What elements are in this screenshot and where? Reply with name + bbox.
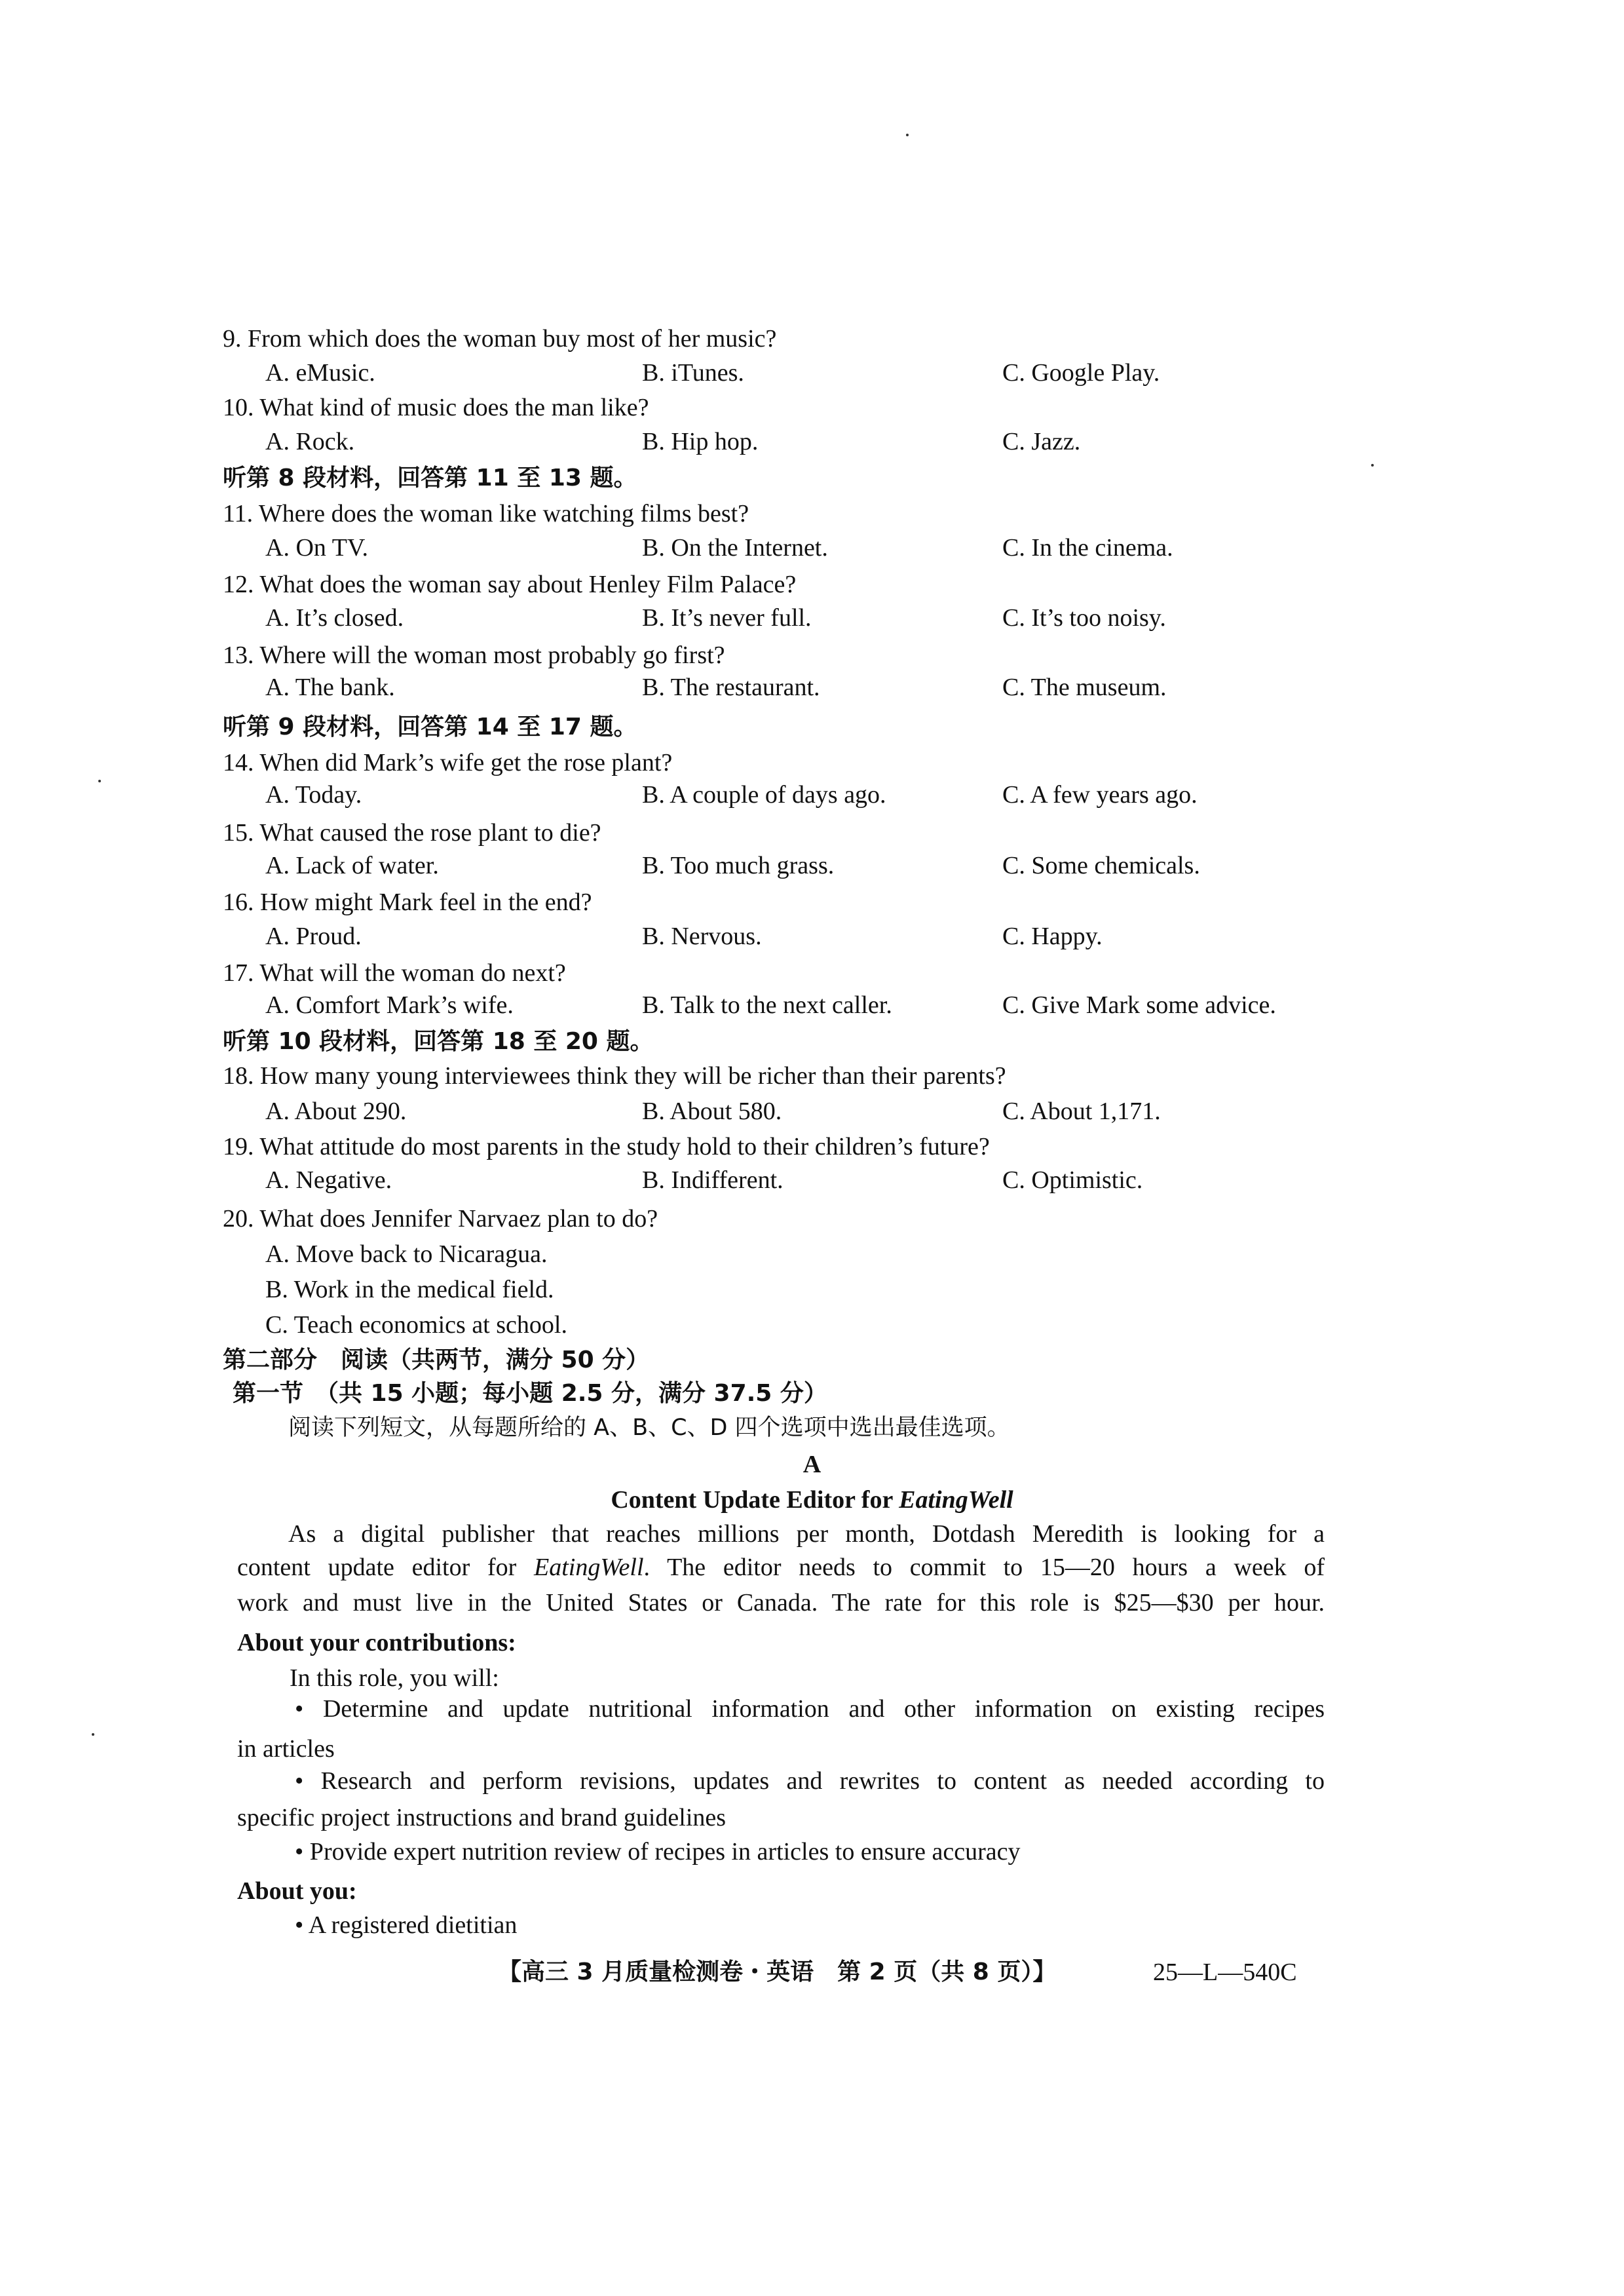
question-18: 18. How many young interviewees think they will be richer than their parents? [223,1062,1006,1090]
bullet-item: • Research and perform revisions, updates and rewrites to content as needed according to [295,1767,1325,1795]
option-c: C. Happy. [1002,923,1103,950]
option-a: A. Negative. [265,1166,392,1194]
option-c: C. About 1,171. [1002,1098,1161,1125]
option-c: C. The museum. [1002,674,1167,701]
bullet-continuation: specific project instructions and brand guidelines [237,1804,727,1831]
paragraph-line [237,1553,1325,1582]
option-b: B. About 580. [642,1098,782,1125]
option-b: B. Nervous. [642,923,762,950]
option-b: B. On the Internet. [642,534,828,562]
section-instruction: 听第 9 段材料，回答第 14 至 17 题。 [223,714,637,740]
passage-title [0,1485,1624,1514]
option-c: C. Optimistic. [1002,1166,1143,1194]
question-11: 11. Where does the woman like watching films best? [223,500,749,527]
option-a: A. eMusic. [265,359,375,387]
option-a: A. About 290. [265,1098,407,1125]
option-b: B. Hip hop. [642,428,759,455]
section-instruction: 听第 8 段材料，回答第 11 至 13 题。 [223,465,637,491]
option-a: A. Proud. [265,923,362,950]
question-15: 15. What caused the rose plant to die? [223,819,601,847]
title-italic: EatingWell [899,1486,1013,1514]
footer-title: 【高三 3 月质量检测卷・英语 第 2 页（共 8 页）】 [498,1959,1057,1985]
option-c: C. Jazz. [1002,428,1081,455]
scan-speck [1371,464,1374,467]
contributions-heading: About your contributions: [237,1629,516,1656]
option-c: C. A few years ago. [1002,781,1198,809]
option-b: B. Indifferent. [642,1166,784,1194]
question-17: 17. What will the woman do next? [223,959,566,987]
option-c: C. Google Play. [1002,359,1160,387]
passage-letter: A [803,1451,821,1478]
bullet-item: • Determine and update nutritional information and other information on existing recipes [295,1695,1325,1723]
about-you-heading: About you: [237,1877,357,1905]
option-a: A. Lack of water. [265,852,439,879]
option-b: B. The restaurant. [642,674,820,701]
question-12: 12. What does the woman say about Henley Film Palace? [223,571,797,598]
option-c: C. It’s too noisy. [1002,604,1166,632]
question-16: 16. How might Mark feel in the end? [223,889,592,916]
option-b: B. A couple of days ago. [642,781,886,809]
bullet-item: • A registered dietitian [295,1911,518,1939]
bullet-item: • Provide expert nutrition review of recipes in articles to ensure accuracy [295,1838,1021,1866]
question-20: 20. What does Jennifer Narvaez plan to do? [223,1205,658,1233]
option-b: B. Work in the medical field. [265,1276,554,1303]
footer-code: 25—L—540C [1153,1959,1297,1986]
option-a: A. On TV. [265,534,368,562]
option-a: A. It’s closed. [265,604,404,632]
scan-speck [92,1733,94,1736]
option-c: C. Some chemicals. [1002,852,1200,879]
publication-name: EatingWell [534,1554,644,1581]
bullet-continuation: in articles [237,1735,335,1763]
option-b: B. iTunes. [642,359,744,387]
part-heading: 第二部分 阅读（共两节，满分 50 分） [223,1347,650,1373]
option-a: A. Today. [265,781,362,809]
role-intro: In this role, you will: [290,1664,499,1692]
option-c: C. Teach economics at school. [265,1311,567,1339]
option-a: A. The bank. [265,674,395,701]
option-a: A. Move back to Nicaragua. [265,1240,548,1268]
scan-speck [906,134,909,136]
option-a: A. Comfort Mark’s wife. [265,991,514,1019]
option-b: B. Too much grass. [642,852,835,879]
option-b: B. It’s never full. [642,604,812,632]
paragraph-line: work and must live in the United States or Canada. The rate for this role is $25—$30 per hour. [237,1589,1325,1617]
question-10: 10. What kind of music does the man like? [223,394,649,421]
reading-instruction: 阅读下列短文，从每题所给的 A、B、C、D 四个选项中选出最佳选项。 [288,1415,1010,1441]
section-heading: 第一节 （共 15 小题；每小题 2.5 分，满分 37.5 分） [233,1380,827,1407]
scan-speck [98,780,101,782]
option-c: C. In the cinema. [1002,534,1173,562]
paragraph-line: As a digital publisher that reaches millions per month, Dotdash Meredith is looking for a [288,1520,1325,1548]
title-text: Content Update Editor for [611,1486,899,1514]
question-19: 19. What attitude do most parents in the study hold to their children’s future? [223,1133,990,1160]
question-9: 9. From which does the woman buy most of her music? [223,325,777,353]
question-13: 13. Where will the woman most probably go first? [223,641,725,669]
text: content update editor for [237,1554,535,1581]
question-14: 14. When did Mark’s wife get the rose plant? [223,749,673,776]
option-b: B. Talk to the next caller. [642,991,892,1019]
section-instruction: 听第 10 段材料，回答第 18 至 20 题。 [223,1028,654,1055]
text: . The editor needs to commit to 15—20 hours a week of [643,1554,1325,1581]
option-a: A. Rock. [265,428,355,455]
option-c: C. Give Mark some advice. [1002,991,1276,1019]
